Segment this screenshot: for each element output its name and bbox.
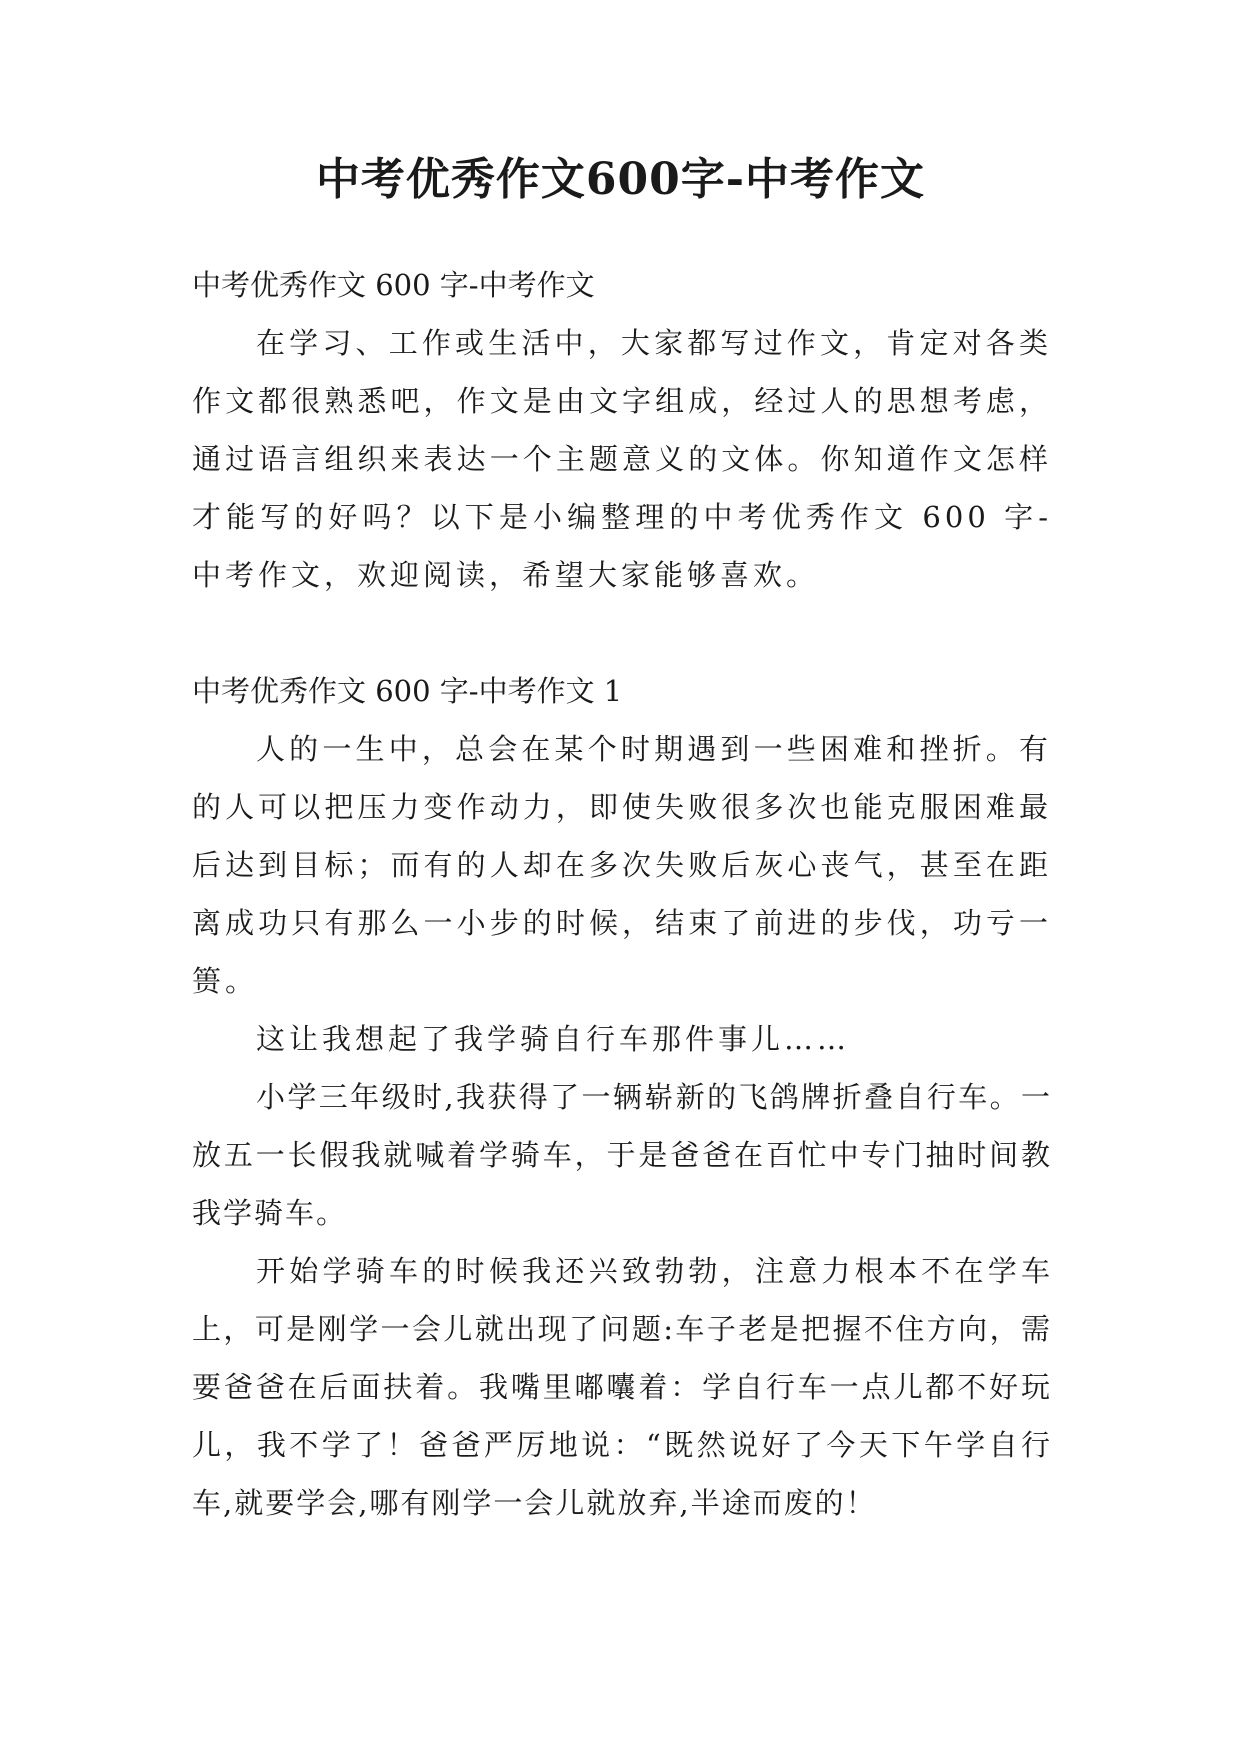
body-paragraph: 这让我想起了我学骑自行车那件事儿…… [256,1022,851,1056]
intro-paragraph: 在学习、工作或生活中，大家都写过作文，肯定对各类作文都很熟悉吧，作文是由文字组成，经过人的思想考虑，通过语言组织来表达一个主题意义的文体。你知道作文怎样才能写的好吗？以下是小编整理的中考优秀作文 600 字-中考作文，欢迎阅读，希望大家能够喜欢。 [192,326,1052,592]
section-spacer [192,604,1052,662]
document-title: 中考优秀作文600字-中考作文 [315,154,926,205]
document-subtitle: 中考优秀作文 600 字-中考作文 [192,268,595,302]
body-paragraph: 开始学骑车的时候我还兴致勃勃，注意力根本不在学车上，可是刚学一会儿就出现了问题:车子老是把握不住方向，需要爸爸在后面扶着。我嘴里嘟囔着：学自行车一点儿都不好玩儿，我不学了！爸爸严厉地说：“既然说好了今天下午学自行车,就要学会,哪有刚学一会儿就放弃,半途而废的！ [192,1254,1052,1520]
section-heading: 中考优秀作文 600 字-中考作文 1 [192,674,623,708]
body-paragraph: 小学三年级时,我获得了一辆崭新的飞鸽牌折叠自行车。一放五一长假我就喊着学骑车，于是爸爸在百忙中专门抽时间教我学骑车。 [192,1080,1052,1230]
document-body [192,256,1052,1532]
body-paragraph: 人的一生中，总会在某个时期遇到一些困难和挫折。有的人可以把压力变作动力，即使失败很多次也能克服困难最后达到目标；而有的人却在多次失败后灰心丧气，甚至在距离成功只有那么一小步的时候，结束了前进的步伐，功亏一篑。 [192,732,1052,998]
